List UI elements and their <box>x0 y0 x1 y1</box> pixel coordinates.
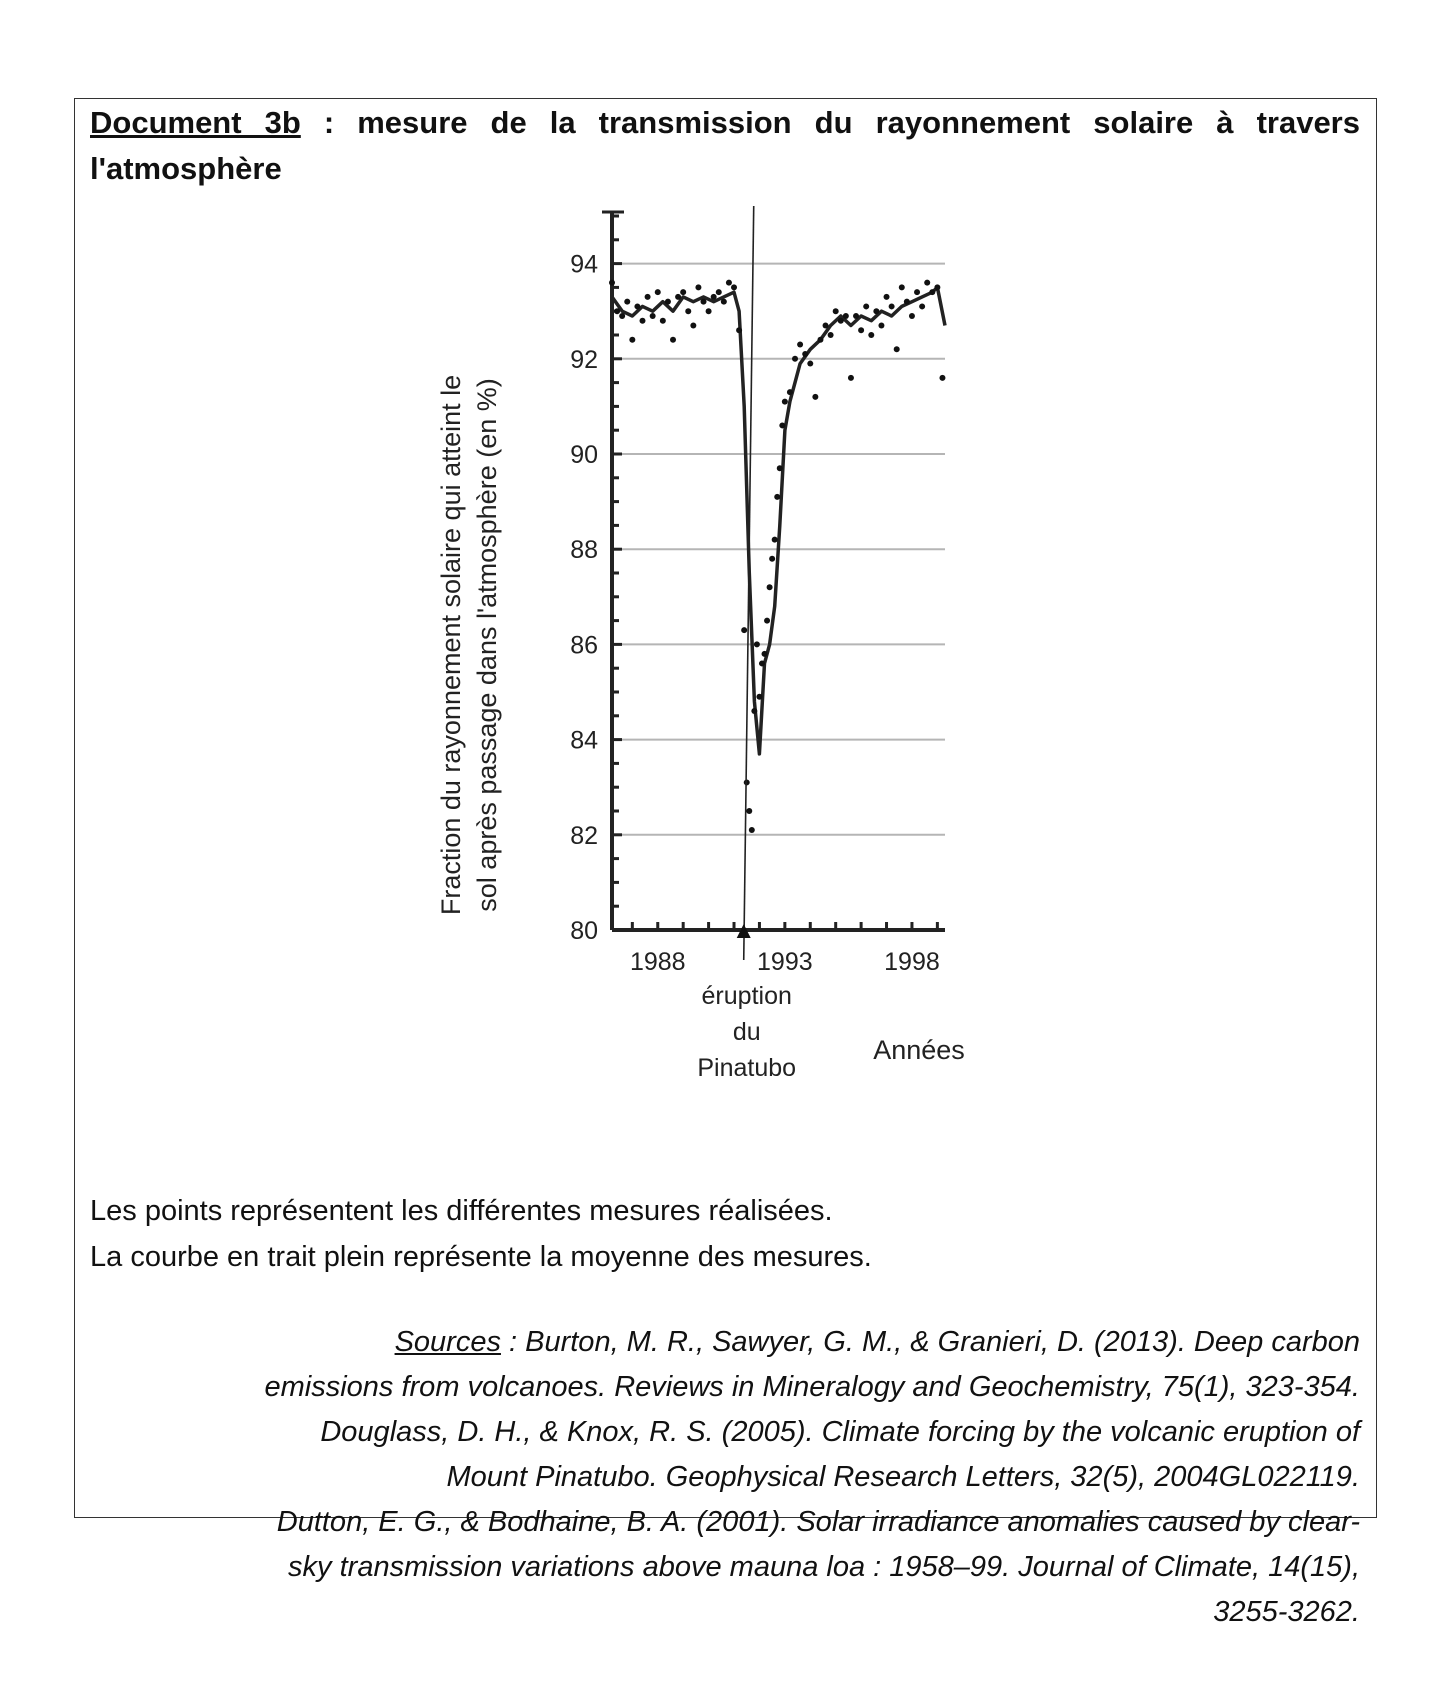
measurement-point <box>660 318 666 324</box>
measurement-point <box>823 322 829 328</box>
measurement-point <box>863 303 869 309</box>
measurement-point <box>680 289 686 295</box>
source-line: Douglass, D. H., & Knox, R. S. (2005). Climate forcing by the volcanic eruption of <box>320 1416 1360 1448</box>
mean-curve <box>612 287 945 754</box>
y-tick-label: 92 <box>570 345 598 374</box>
y-axis-label-line1: Fraction du rayonnement solaire qui atteint le <box>436 374 466 916</box>
measurement-point <box>695 284 701 290</box>
y-tick-label: 84 <box>570 726 598 755</box>
measurement-point <box>914 289 920 295</box>
sources-label: Sources <box>394 1326 501 1358</box>
transmission-chart <box>436 220 1020 1140</box>
measurement-point <box>894 346 900 352</box>
measurement-point <box>812 394 818 400</box>
source-line: 3255-3262. <box>1213 1596 1360 1628</box>
x-tick-label: 1998 <box>884 948 940 976</box>
x-tick-label: 1993 <box>757 948 813 976</box>
measurement-point <box>759 660 765 666</box>
measurement-point <box>726 280 732 286</box>
measurement-point <box>614 308 620 314</box>
measurement-point <box>868 332 874 338</box>
measurement-point <box>624 299 630 305</box>
measurement-point <box>924 280 930 286</box>
measurement-point <box>919 303 925 309</box>
measurement-point <box>754 641 760 647</box>
measurement-point <box>665 299 671 305</box>
sources <box>90 1320 1360 1635</box>
measurement-point <box>939 375 945 381</box>
measurement-point <box>828 332 834 338</box>
measurement-point <box>670 337 676 343</box>
mean-curve-layer <box>612 287 945 754</box>
note-curve: La courbe en trait plein représente la moyenne des mesures. <box>90 1241 872 1273</box>
source-line: Mount Pinatubo. Geophysical Research Letters, 32(5), 2004GL022119. <box>446 1461 1360 1493</box>
measurement-point <box>629 337 635 343</box>
measurement-point <box>731 284 737 290</box>
measurement-point <box>777 465 783 471</box>
measurement-point <box>889 303 895 309</box>
measurement-point <box>741 627 747 633</box>
measurement-point <box>706 308 712 314</box>
y-tick-label: 88 <box>570 536 598 565</box>
document-title: : mesure de la transmission du rayonnement solaire à travers l'atmosphère <box>90 105 1360 186</box>
eruption-label: Pinatubo <box>697 1054 797 1082</box>
measurement-point <box>904 299 910 305</box>
y-tick-label: 82 <box>570 821 598 850</box>
measurement-point <box>756 694 762 700</box>
measurement-point <box>716 289 722 295</box>
source-line: sky transmission variations above mauna loa : 1958–99. Journal of Climate, 14(15), <box>288 1551 1360 1583</box>
measurement-point <box>634 303 640 309</box>
y-tick-label: 86 <box>570 631 598 660</box>
measurement-point <box>690 322 696 328</box>
measurement-point <box>619 313 625 319</box>
measurement-point <box>685 308 691 314</box>
measurement-point <box>884 294 890 300</box>
measurement-point <box>843 313 849 319</box>
y-tick-label: 94 <box>570 250 598 279</box>
measurement-point <box>782 399 788 405</box>
measurement-point <box>797 342 803 348</box>
measurement-point <box>909 313 915 319</box>
measurement-point <box>858 327 864 333</box>
measurement-point <box>807 361 813 367</box>
measurement-point <box>873 308 879 314</box>
measurement-point <box>711 294 717 300</box>
measurement-point <box>764 618 770 624</box>
measurement-point <box>848 375 854 381</box>
eruption-label: éruption <box>701 982 792 1010</box>
measurement-point <box>779 422 785 428</box>
measurement-point <box>769 556 775 562</box>
measurement-point <box>838 318 844 324</box>
measurement-point <box>675 294 681 300</box>
source-text: : Burton, M. R., Sawyer, G. M., & Granieri, D. (2013). Deep carbon <box>500 1326 1360 1358</box>
measurement-point <box>802 351 808 357</box>
measurement-point <box>736 327 742 333</box>
document-label: Document 3b <box>90 105 301 140</box>
measurement-point <box>772 537 778 543</box>
notes <box>90 1188 1360 1280</box>
measurement-point <box>929 289 935 295</box>
measurement-point <box>899 284 905 290</box>
measurement-point <box>701 299 707 305</box>
axes <box>570 212 945 976</box>
eruption-line <box>744 206 754 960</box>
y-tick-label: 90 <box>570 441 598 469</box>
x-tick-label: 1988 <box>629 948 686 976</box>
measurement-point <box>878 322 884 328</box>
measurement-point <box>650 313 656 319</box>
document-heading <box>90 100 1360 192</box>
measurement-point <box>774 494 780 500</box>
measurement-point <box>645 294 651 300</box>
source-line: emissions from volcanoes. Reviews in Mineralogy and Geochemistry, 75(1), 323-354. <box>264 1371 1360 1403</box>
measurement-point <box>609 280 615 286</box>
measurement-point <box>833 308 839 314</box>
measurement-point <box>767 584 773 590</box>
source-line: Dutton, E. G., & Bodhaine, B. A. (2001). Solar irradiance anomalies caused by clear- <box>276 1506 1360 1538</box>
measurement-point <box>751 708 757 714</box>
y-tick-label: 80 <box>570 917 598 945</box>
measurement-point <box>787 389 793 395</box>
measurement-point <box>721 299 727 305</box>
source-line <box>90 1320 1360 1365</box>
measurement-point <box>853 313 859 319</box>
y-axis-label-line2: sol après passage dans l'atmosphère (en %) <box>472 378 502 912</box>
measurement-point <box>640 318 646 324</box>
measurement-point <box>749 827 755 833</box>
measurement-point <box>817 337 823 343</box>
measurement-point <box>746 808 752 814</box>
measurement-point <box>792 356 798 362</box>
measurement-point <box>655 289 661 295</box>
note-points: Les points représentent les différentes mesures réalisées. <box>90 1195 833 1227</box>
x-axis-label: Années <box>873 1035 965 1065</box>
measurement-point <box>934 284 940 290</box>
eruption-label: du <box>732 1018 761 1046</box>
measurement-point <box>762 651 768 657</box>
